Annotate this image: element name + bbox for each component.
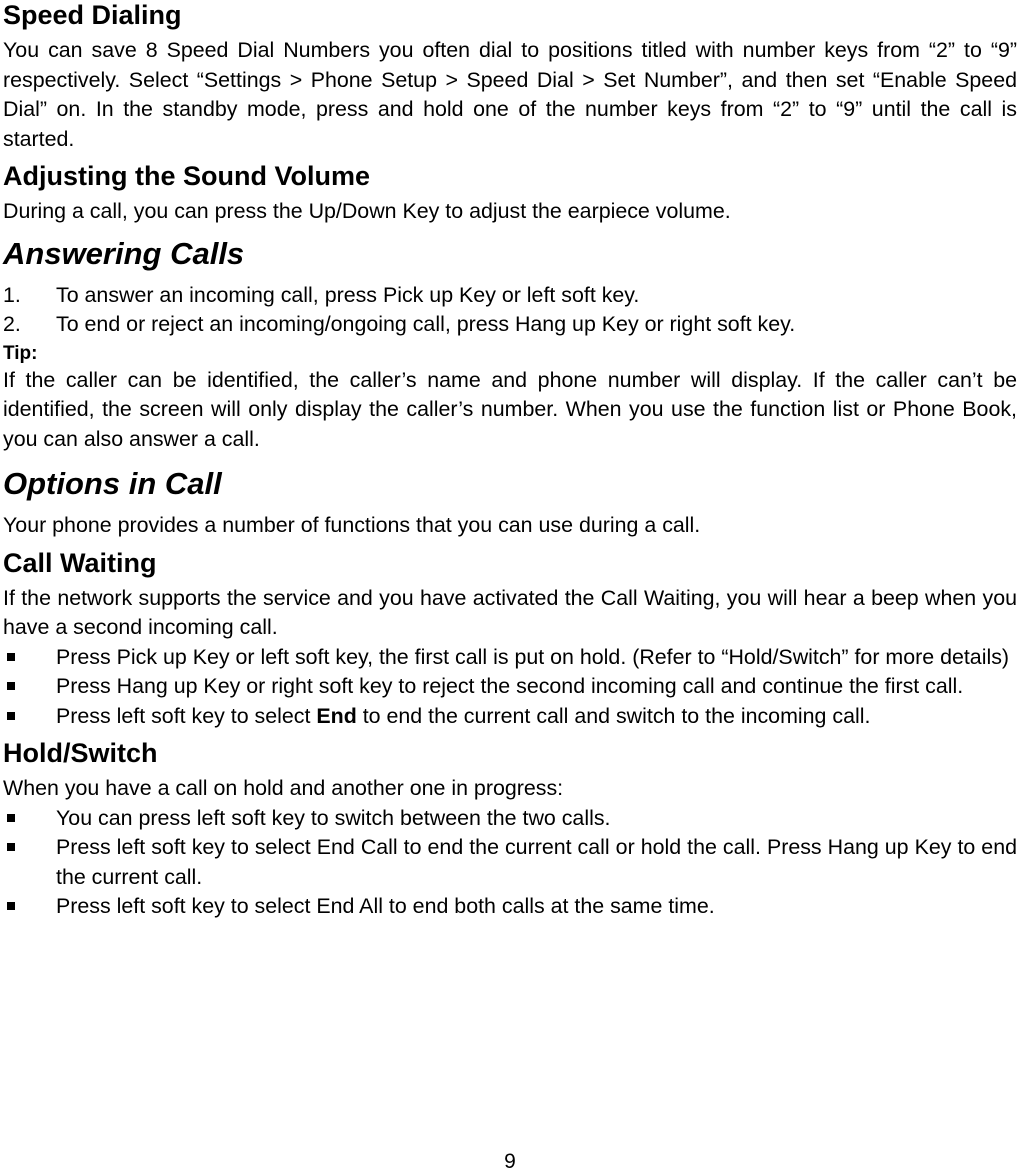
- list-number: 2.: [3, 312, 21, 336]
- end-keyword: End: [316, 703, 357, 728]
- list-item-text: To end or reject an incoming/ongoing call, press Hang up Key or right soft key.: [56, 312, 796, 336]
- list-item: [3, 281, 1017, 311]
- list-item: [3, 702, 1017, 732]
- hold-switch-list: [3, 804, 1017, 922]
- list-item-text: Press Pick up Key or left soft key, the first call is put on hold. (Refer to “Hold/Switch” for more details): [56, 644, 1010, 669]
- bullet-icon: [7, 653, 15, 661]
- options-in-call-body: Your phone provides a number of functions that you can use during a call.: [3, 513, 701, 537]
- list-item: [3, 310, 1017, 340]
- tip-label: Tip:: [3, 342, 38, 364]
- hold-switch-heading: Hold/Switch: [3, 738, 158, 768]
- answering-calls-list: [3, 281, 1017, 340]
- options-in-call-heading: Options in Call: [3, 466, 222, 501]
- call-waiting-body: If the network supports the service and you have activated the Call Waiting, you will hear a beep when you have a second incoming call.: [3, 585, 1017, 639]
- answering-calls-heading: Answering Calls: [3, 235, 245, 271]
- speed-dialing-heading: Speed Dialing: [3, 0, 182, 30]
- bullet-icon: [7, 902, 15, 910]
- list-item: [3, 643, 1017, 673]
- bullet-icon: [7, 843, 15, 851]
- bullet-icon: [7, 814, 15, 822]
- speed-dialing-body: You can save 8 Speed Dial Numbers you often dial to positions titled with number keys from “2” to “9” respectively. Select “Settings > Phone Setup > Speed Dial > Set Number”, and then set “Enable Speed Dial” on. In the standby mode, press and hold one of the number keys from “2” to “9” until the call is started.: [3, 38, 1017, 151]
- list-item-text-post: to end the current call and switch to the incoming call.: [356, 703, 871, 728]
- list-item: [3, 833, 1017, 892]
- hold-switch-body: When you have a call on hold and another one in progress:: [3, 776, 564, 800]
- list-item-text: You can press left soft key to switch between the two calls.: [56, 805, 611, 830]
- bullet-icon: [7, 682, 15, 690]
- tip-text: If the caller can be identified, the caller’s name and phone number will display. If the caller can’t be identified, the screen will only display the caller’s number. When you use the function list or Phone Book, you can also answer a call.: [3, 367, 1017, 451]
- call-waiting-list: [3, 643, 1017, 732]
- list-item-text: To answer an incoming call, press Pick up Key or left soft key.: [56, 282, 640, 307]
- list-item: [3, 892, 1017, 922]
- page-number: 9: [504, 1150, 516, 1173]
- sound-volume-heading: Adjusting the Sound Volume: [3, 161, 370, 191]
- list-item-text: Press Hang up Key or right soft key to reject the second incoming call and continue the first call.: [56, 674, 964, 698]
- manual-page: [3, 0, 1017, 922]
- call-waiting-heading: Call Waiting: [3, 547, 157, 578]
- list-item-text: Press left soft key to select End All to end both calls at the same time.: [56, 894, 715, 918]
- list-item: [3, 672, 1017, 702]
- sound-volume-body: During a call, you can press the Up/Down Key to adjust the earpiece volume.: [3, 199, 731, 223]
- list-number: 1.: [3, 282, 21, 307]
- list-item: [3, 804, 1017, 834]
- list-item-text-pre: Press left soft key to select: [56, 703, 317, 728]
- list-item-text: Press left soft key to select End Call to end the current call or hold the call. Press Hang up Key to end the current call.: [56, 835, 1017, 889]
- bullet-icon: [7, 712, 15, 720]
